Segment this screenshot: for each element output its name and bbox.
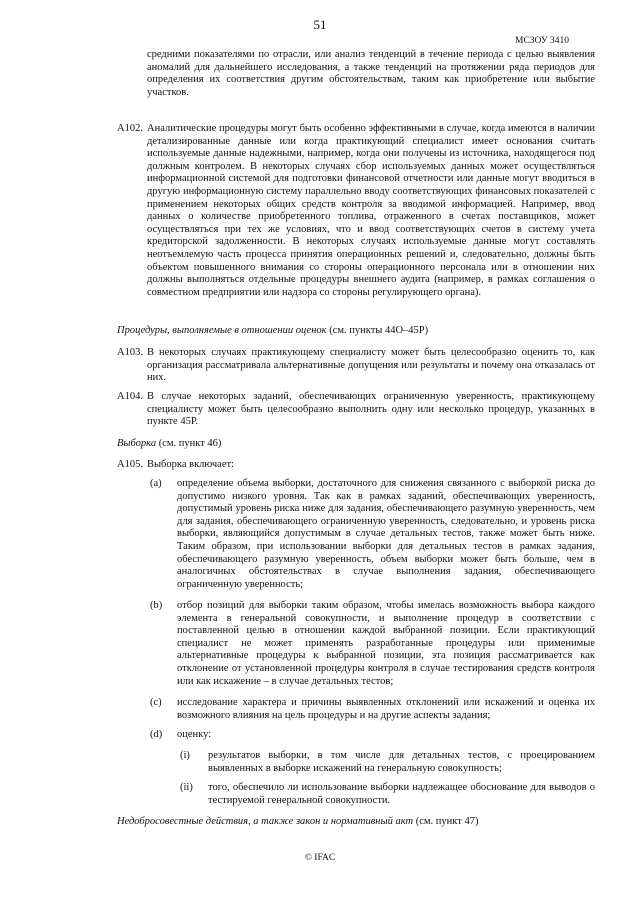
footer-copyright: © IFAC xyxy=(304,853,336,863)
continuation-paragraph: средними показателями по отрасли, или анализ тенденций в течение периода с целью выявления аномалий для дальнейшего исследования, а также тенденций на протяжении ряда периодов для определения их соответствия другим обстоятельствам, таким как приобретение или выбытие участков. xyxy=(147,49,595,98)
sublist-item-ii: того, обеспечило ли использование выборки надлежащее обоснование для выводов о тестируемой генеральной совокупности. xyxy=(208,782,595,806)
heading-title: Процедуры, выполняемые в отношении оценок xyxy=(117,325,327,336)
document-code: МСЗОУ 3410 xyxy=(515,36,569,46)
list-item-label-b: (b) xyxy=(150,600,163,611)
list-item-label-c: (c) xyxy=(150,697,162,708)
sublist-item-label-ii: (ii) xyxy=(180,782,193,793)
section-heading-fraud xyxy=(117,816,478,829)
heading-reference: (см. пункт 47) xyxy=(415,816,479,827)
heading-title: Выборка xyxy=(117,438,157,449)
section-heading-sampling xyxy=(117,438,221,451)
sublist-item-label-i: (i) xyxy=(180,750,190,761)
heading-reference: (см. пункты 44O–45P) xyxy=(329,325,429,336)
heading-reference: (см. пункт 46) xyxy=(158,438,222,449)
list-item-a: определение объема выборки, достаточного для снижения связанного с выборкой риска до допустимо низкого уровня. Так как в рамках заданий, обеспечивающих уверенность, допустимый уровень риска ниже для задания, обеспечивающего разумную уверенность, чем для задания, обеспечивающего ограниченную уверенность, следовательно, и уровень риска выборки, являющийся допустимым в случае детальных тестов, также может быть ниже. Таким образом, при использовании выборки для детальных тестов в рамках задания, обеспечивающего разумную уверенность, объем выборки может быть больше, чем в аналогичных обстоятельствах в случае выполнения задания, обеспечивающего ограниченную уверенность; xyxy=(177,478,595,590)
paragraph-label-a104: A104. xyxy=(117,391,143,402)
list-item-label-a: (a) xyxy=(150,478,162,489)
paragraph-label-a105: A105. xyxy=(117,459,143,470)
paragraph-a104: В случае некоторых заданий, обеспечивающих ограниченную уверенность, практикующему специалисту может быть целесообразно выполнить одну или несколько процедур, указанных в пункте 45P. xyxy=(147,391,595,428)
list-item-b: отбор позиций для выборки таким образом, чтобы имелась возможность выбора каждого элемента в генеральной совокупности, и выполнение процедур в соответствии с поставленной целью в отношении каждой выбранной позиции. Если практикующий специалист не может применять разработанные процедуры или применимые альтернативные процедуры к выбранной позиции, эта позиция рассматривается как отклонение от установленной процедуры контроля в случае тестирования средств контроля или как искажение – в случае детальных тестов; xyxy=(177,600,595,687)
paragraph-label-a102: A102. xyxy=(117,123,143,134)
paragraph-a105: Выборка включает: xyxy=(147,459,234,470)
list-item-d: оценку: xyxy=(177,729,212,740)
paragraph-a102: Аналитические процедуры могут быть особенно эффективными в случае, когда имеются в наличии детализированные данные или когда практикующий специалист имеет основания считать используемые данные надежными, например, когда они получены из источника, находящегося под должным контролем. В некоторых случаях сбор используемых данных может осуществляться информационной системой для подготовки финансовой отчетности или данные могут вводиться в другую информационную систему параллельно вводу соответствующих финансовых показателей с применением некоторых общих средств контроля за вводимой информацией. Например, ввод данных о количестве приобретенного топлива, отраженного в счетах поставщиков, может осуществляться при тех же условиях, что и ввод соответствующих счетов в систему учета кредиторской задолженности. В некоторых случаях используемые данные могут составлять неотъемлемую часть процесса принятия операционных решений и, следовательно, должны быть объектом повышенного внимания со стороны операционного персонала или в отношении них должны выполняться отдельные процедуры внешнего аудита (например, в рамках соглашения о совместном предприятии или надзора со стороны регулирующего органа). xyxy=(147,123,595,298)
section-heading-procedures xyxy=(117,325,428,338)
sublist-item-i: результатов выборки, в том числе для детальных тестов, с проецированием выявленных в выборке искажений на генеральную совокупность; xyxy=(208,750,595,774)
page-number: 51 xyxy=(313,17,327,32)
list-item-label-d: (d) xyxy=(150,729,163,740)
list-item-c: исследование характера и причины выявленных отклонений или искажений и оценка их возможного влияния на цель процедуры и на другие аспекты задания; xyxy=(177,697,595,721)
paragraph-a103: В некоторых случаях практикующему специалисту может быть целесообразно оценить то, как организация рассматривала альтернативные допущения или результаты и почему она отказалась от них. xyxy=(147,347,595,384)
heading-title: Недобросовестные действия, а также закон и нормативный акт xyxy=(117,816,414,827)
paragraph-label-a103: A103. xyxy=(117,347,143,358)
